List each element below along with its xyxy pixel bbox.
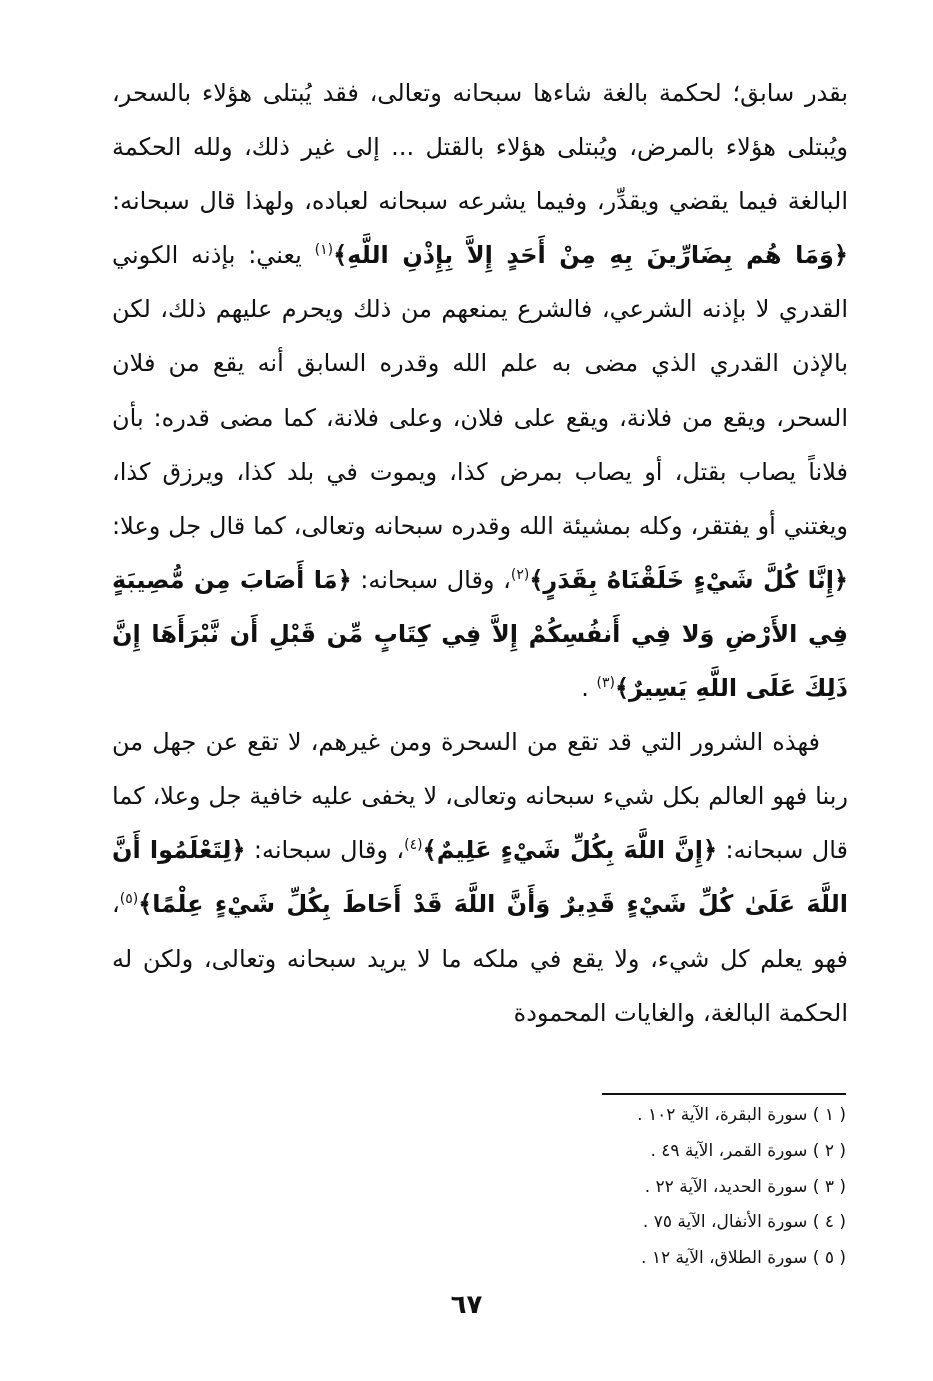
page-number: ٦٧: [450, 1290, 483, 1320]
paragraph-2-text-1: فهذه الشرور التي قد تقع من السحرة ومن غيرهم، لا تقع عن جهل من ربنا فهو العالم بكل شيء سبحانه وتعالى، لا يخفى عليه خافية جل وعلا، كما قال سبحانه:: [112, 728, 848, 865]
quran-verse-5: ﴿لِتَعْلَمُوا أَنَّ اللَّهَ عَلَىٰ كُلِّ شَيْءٍ قَدِيرٌ وَأَنَّ اللَّهَ قَدْ أَحَاطَ بِكُلِّ شَيْءٍ عِلْمًا﴾: [112, 836, 848, 919]
quran-verse-1: ﴿وَمَا هُم بِضَارِّينَ بِهِ مِنْ أَحَدٍ إِلاَّ بِإِذْنِ اللَّهِ﴾: [333, 241, 848, 270]
paragraph-2-text-2: ، وقال سبحانه:: [245, 836, 405, 865]
footnote-ref-1: (١): [314, 242, 334, 259]
footnotes: [400, 1098, 846, 1277]
footnote-5: ( ٥ ) سورة الطلاق، الآية ١٢ .: [641, 1248, 846, 1269]
paragraph-1-text-3: ، وقال سبحانه:: [351, 565, 511, 594]
footnote-2: ( ٢ ) سورة القمر، الآية ٤٩ .: [650, 1140, 846, 1161]
quran-verse-2: ﴿إِنَّا كُلَّ شَيْءٍ خَلَقْنَاهُ بِقَدَرٍ﴾: [529, 565, 848, 594]
paragraph-2-text-3: ، فهو يعلم كل شيء، ولا يقع في ملكه ما لا يريد سبحانه وتعالى، ولكن له الحكمة البالغة، والغايات المحمودة: [112, 890, 848, 1027]
paragraph-1: [112, 66, 848, 715]
footnote-ref-2: (٢): [510, 566, 530, 583]
footnote-separator: [602, 1093, 846, 1095]
quran-verse-3: ﴿مَا أَصَابَ مِن مُّصِيبَةٍ فِي الأَرْضِ وَلا فِي أَنفُسِكُمْ إِلاَّ فِي كِتَابٍ مِّن قَبْلِ أَن نَّبْرَأَهَا إِنَّ ذَلِكَ عَلَى اللَّهِ يَسِيرٌ﴾: [112, 565, 848, 703]
footnote-3: ( ٣ ) سورة الحديد، الآية ٢٢ .: [644, 1176, 846, 1197]
footnote-ref-5: (٥): [119, 891, 139, 908]
paragraph-1-text-2: يعني: بإذنه الكوني القدري لا بإذنه الشرعي، فالشرع يمنعهم من ذلك ويحرم عليهم ذلك، لكن بالإذن القدري الذي مضى به علم الله وقدره السابق أنه يقع من فلان السحر، ويقع من فلانة، ويقع على فلان، وعلى فلانة، كما مضى قدره: بأن فلاناً يصاب بقتل، أو يصاب بمرض كذا، ويموت في بلد كذا، ويرزق كذا، ويغتني أو يفتقر، وكله بمشيئة الله وقدره سبحانه وتعالى، كما قال جل وعلا:: [112, 241, 848, 540]
main-text: [112, 66, 848, 1040]
footnote-ref-4: (٤): [404, 837, 423, 854]
paragraph-2: [112, 715, 848, 1040]
footnote-1: ( ١ ) سورة البقرة، الآية ١٠٢ .: [637, 1105, 846, 1125]
footnote-ref-3: (٣): [596, 675, 615, 692]
paragraph-1-text-1: بقدر سابق؛ لحكمة بالغة شاءها سبحانه وتعالى، فقد يُبتلى هؤلاء بالسحر، ويُبتلى هؤلاء بالمرض، ويُبتلى هؤلاء بالقتل ... إلى غير ذلك، ولله الحكمة البالغة فيما يقضي ويقدِّر، وفيما يشرعه سبحانه لعباده، ولهذا قال سبحانه:: [112, 79, 848, 216]
paragraph-1-text-4: .: [581, 674, 597, 703]
footnote-4: ( ٤ ) سورة الأنفال، الآية ٧٥ .: [642, 1212, 846, 1233]
quran-verse-4: ﴿إِنَّ اللَّهَ بِكُلِّ شَيْءٍ عَلِيمٌ﴾: [422, 836, 718, 865]
